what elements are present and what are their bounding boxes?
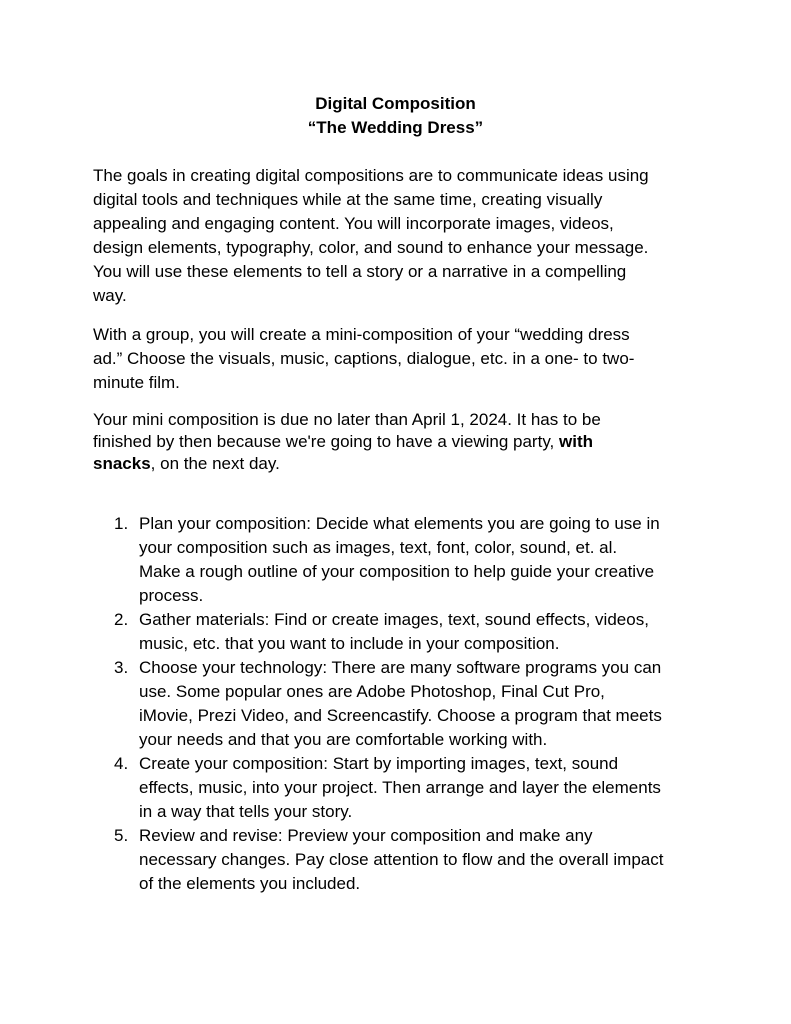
paragraph-line: The goals in creating digital compositions are to communicate ideas using bbox=[93, 166, 649, 185]
step-line: Review and revise: Preview your composition and make any bbox=[139, 826, 593, 845]
paragraph-line: appealing and engaging content. You will incorporate images, videos, bbox=[93, 214, 614, 233]
step-line: of the elements you included. bbox=[139, 874, 361, 893]
step-number: 4. bbox=[114, 754, 129, 773]
paragraph-line bbox=[93, 453, 713, 475]
list-item bbox=[93, 512, 713, 608]
step-line: process. bbox=[139, 586, 204, 605]
step-number: 1. bbox=[114, 514, 129, 533]
paragraph-line: minute film. bbox=[93, 373, 180, 392]
paragraph-line: You will use these elements to tell a story or a narrative in a compelling bbox=[93, 262, 627, 281]
intro-paragraph bbox=[93, 164, 713, 308]
paragraph-line: design elements, typography, color, and sound to enhance your message. bbox=[93, 238, 649, 257]
document-subtitle: “The Wedding Dress” bbox=[307, 118, 484, 137]
step-number: 5. bbox=[114, 826, 129, 845]
step-line: Gather materials: Find or create images, text, sound effects, videos, bbox=[139, 610, 649, 629]
list-item bbox=[93, 608, 713, 656]
step-line: in a way that tells your story. bbox=[139, 802, 353, 821]
step-line: iMovie, Prezi Video, and Screencastify. Choose a program that meets bbox=[139, 706, 662, 725]
group-paragraph bbox=[93, 323, 713, 395]
deadline-text: finished by then because we're going to have a viewing party, bbox=[93, 432, 559, 451]
title-block bbox=[0, 92, 791, 140]
step-line: Choose your technology: There are many software programs you can bbox=[139, 658, 662, 677]
step-line: use. Some popular ones are Adobe Photoshop, Final Cut Pro, bbox=[139, 682, 605, 701]
step-number: 2. bbox=[114, 610, 129, 629]
bold-with: with bbox=[559, 432, 593, 451]
paragraph-line: way. bbox=[93, 286, 127, 305]
paragraph-line: digital tools and techniques while at the same time, creating visually bbox=[93, 190, 603, 209]
step-line: your needs and that you are comfortable working with. bbox=[139, 730, 548, 749]
bold-snacks: snacks bbox=[93, 454, 151, 473]
steps-list bbox=[93, 512, 713, 896]
step-line: Make a rough outline of your composition to help guide your creative bbox=[139, 562, 655, 581]
paragraph-line: ad.” Choose the visuals, music, captions, dialogue, etc. in a one- to two- bbox=[93, 349, 635, 368]
deadline-paragraph bbox=[93, 409, 713, 475]
step-line: Create your composition: Start by importing images, text, sound bbox=[139, 754, 619, 773]
document-title: Digital Composition bbox=[315, 94, 476, 113]
step-number: 3. bbox=[114, 658, 129, 677]
step-line: Plan your composition: Decide what elements you are going to use in bbox=[139, 514, 660, 533]
paragraph-line: With a group, you will create a mini-composition of your “wedding dress bbox=[93, 325, 630, 344]
step-line: effects, music, into your project. Then arrange and layer the elements bbox=[139, 778, 661, 797]
paragraph-line bbox=[93, 431, 713, 453]
step-line: music, etc. that you want to include in your composition. bbox=[139, 634, 560, 653]
paragraph-line: Your mini composition is due no later than April 1, 2024. It has to be bbox=[93, 410, 601, 429]
step-line: your composition such as images, text, font, color, sound, et. al. bbox=[139, 538, 618, 557]
list-item bbox=[93, 752, 713, 824]
step-line: necessary changes. Pay close attention to flow and the overall impact bbox=[139, 850, 664, 869]
deadline-text: , on the next day. bbox=[150, 454, 280, 473]
list-item bbox=[93, 656, 713, 752]
list-item bbox=[93, 824, 713, 896]
